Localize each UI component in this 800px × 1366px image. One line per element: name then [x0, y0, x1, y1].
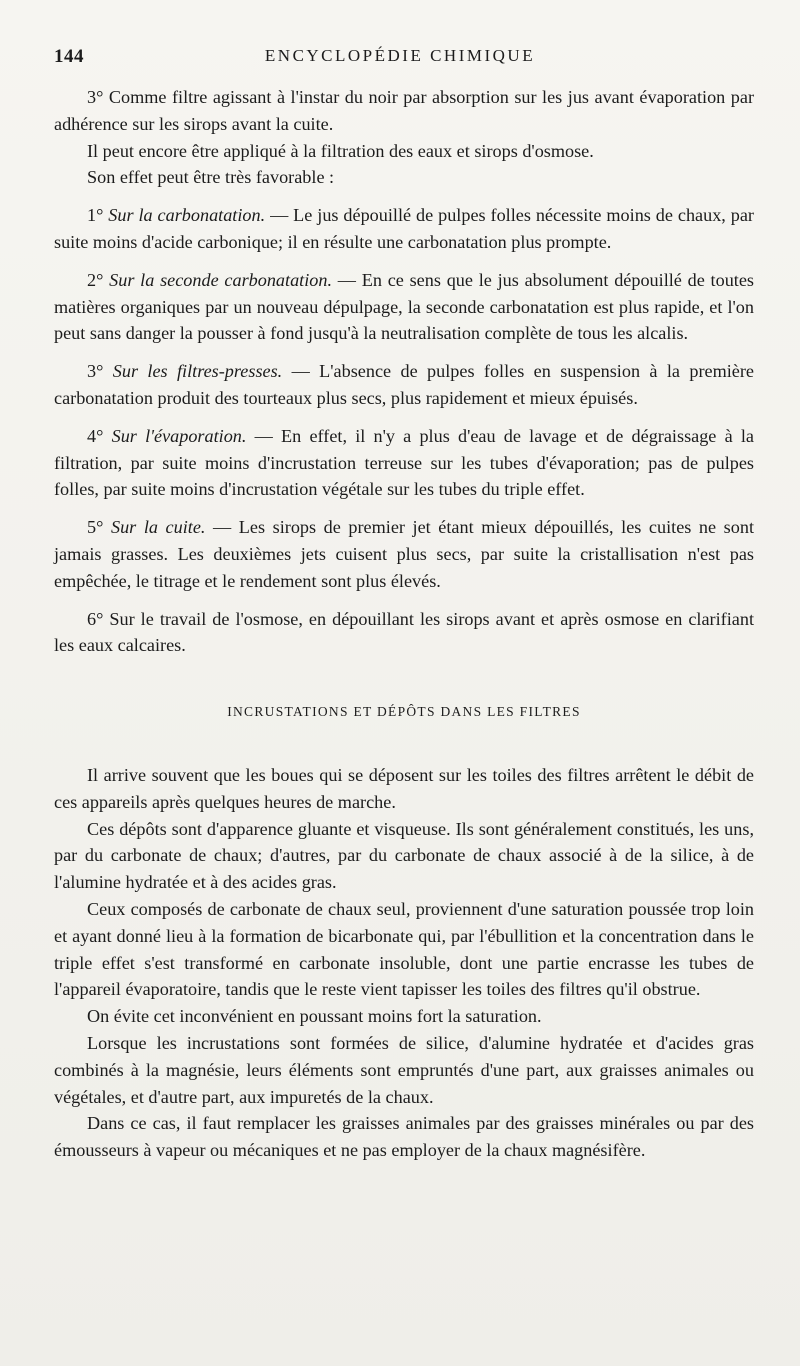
item-number: 3° [87, 361, 104, 382]
item-number: 1° [87, 205, 104, 226]
list-item: 6° Sur le travail de l'osmose, en dépouillant les sirops avant et après osmose en clarifiant les eaux calcaires. [54, 608, 754, 656]
paragraph: 3° Comme filtre agissant à l'instar du noir par absorption sur les jus avant évaporation par adhérence sur les sirops avant la cuite. [54, 87, 754, 134]
item-text: — Le jus dépouillé de pulpes folles nécessite moins de chaux, par suite moins d'acide carbonique; il en résulte une carbonatation plus prompte. [54, 205, 754, 252]
page-header [54, 46, 746, 72]
item-number: 4° [87, 425, 104, 446]
paragraph: Ceux composés de carbonate de chaux seul, proviennent d'une saturation poussée trop loin et ayant donné lieu à la formation de bicarbonate qui, par l'ébullition et la concentration dans le triple effet s'est transformé en carbonate insoluble, dont une partie encrasse les tubes de l'appareil évaporatoire, tandis que le reste vient tapisser les toiles des filtres qu'il obstrue. [54, 898, 754, 1000]
list-item [54, 202, 754, 256]
item-title: Sur l'évaporation. [111, 425, 247, 446]
item-title: Sur la seconde carbonatation. [109, 269, 333, 290]
paragraph: Il peut encore être appliqué à la filtration des eaux et sirops d'osmose. [87, 140, 594, 161]
paragraph: Dans ce cas, il faut remplacer les graisses animales par des graisses minérales ou par des émousseurs à vapeur ou mécaniques et ne pas employer de la chaux magnésifère. [54, 1113, 754, 1161]
page-number: 144 [54, 46, 84, 67]
list-item [54, 358, 754, 412]
item-text: — L'absence de pulpes folles en suspension à la première carbonatation produit des tourteaux plus secs, plus rapidement et mieux épuisés. [54, 361, 754, 408]
list-item [54, 423, 754, 503]
item-number: 2° [87, 269, 104, 290]
item-title: Sur la carbonatation. [108, 205, 266, 226]
item-text: — En effet, il n'y a plus d'eau de lavage et de dégraissage à la filtration, par suite moins d'incrustation terreuse sur les tubes d'évaporation; pas de pulpes folles, par suite moins d'incrustation végétale sur les tubes du triple effet. [54, 425, 754, 500]
list-item [54, 267, 754, 347]
item-text: — Les sirops de premier jet étant mieux dépouillés, les cuites ne sont jamais grasses. Les deuxièmes jets cuisent plus secs, par suite la cristallisation n'est pas empêchée, le titrage et le rendement sont plus élevés. [54, 517, 754, 591]
item-text: — En ce sens que le jus absolument dépouillé de toutes matières organiques par un nouveau dépulpage, la seconde carbonatation est plus rapide, et l'on peut sans danger la pousser à fond jusqu'à la neutralisation complète de tous les alcalis. [54, 269, 755, 344]
paragraph: Son effet peut être très favorable : [87, 167, 335, 188]
list-item [54, 514, 754, 594]
item-number: 5° [87, 517, 104, 538]
paragraph: Il arrive souvent que les boues qui se déposent sur les toiles des filtres arrêtent le débit de ces appareils après quelques heures de marche. [54, 764, 754, 812]
running-title: ENCYCLOPÉDIE CHIMIQUE [264, 46, 536, 65]
page-body [54, 84, 754, 1164]
item-title: Sur la cuite. [110, 517, 206, 538]
paragraph: Lorsque les incrustations sont formées de silice, d'alumine hydratée et d'acides gras combinés à la magnésie, leurs éléments sont empruntés d'une part, aux graisses animales ou végétales, et d'autre part, aux impuretés de la chaux. [54, 1032, 754, 1107]
item-title: Sur les filtres-presses. [112, 361, 283, 382]
section-heading: INCRUSTATIONS ET DÉPÔTS DANS LES FILTRES [227, 704, 581, 720]
paragraph: On évite cet inconvénient en poussant moins fort la saturation. [87, 1006, 542, 1027]
paragraph: Ces dépôts sont d'apparence gluante et visqueuse. Ils sont généralement constitués, les uns, par du carbonate de chaux; d'autres, par du carbonate de chaux associé à de la silice, à de l'alumine hydratée et à des acides gras. [54, 818, 754, 893]
